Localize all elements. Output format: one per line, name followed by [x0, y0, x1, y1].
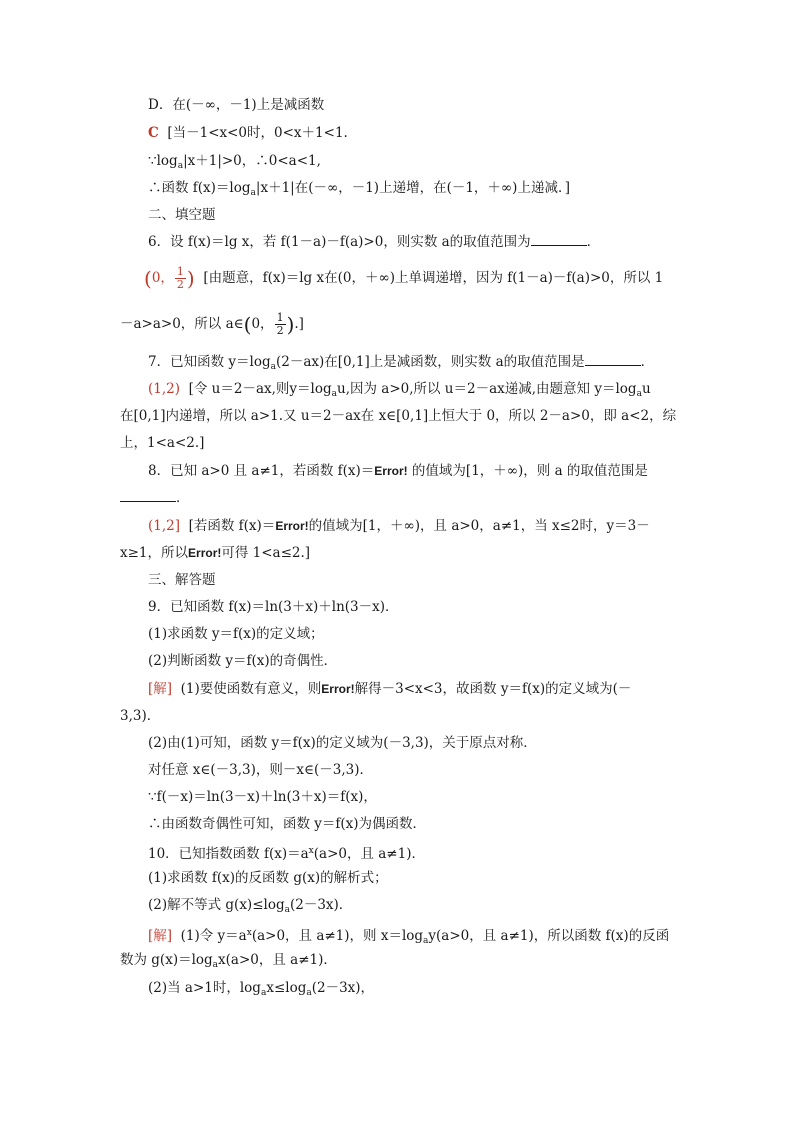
answer-blank	[531, 231, 587, 246]
q9-solution-line5: ∵f(－x)＝ln(3－x)＋ln(3＋x)＝f(x)，	[148, 789, 377, 805]
q9-solution-line3: (2)由(1)可知，函数 y＝f(x)的定义域为(－3,3)，关于原点对称．	[148, 735, 537, 751]
solution-tag: [解]	[148, 681, 173, 697]
q7-answer: (1,2)	[148, 381, 181, 397]
q9-stem: 9．已知函数 f(x)＝ln(3＋x)＋ln(3－x)．	[148, 599, 399, 615]
q9-solution-line4: 对任意 x∈(－3,3)，则－x∈(－3,3)．	[148, 762, 374, 778]
section-heading-fill-blank: 二、填空题	[148, 207, 216, 223]
q10-solution-line1: [解] (1)令 $y=a^x(a>0$，且 a≠1)，则 $x=\log_ay(a>0$，且 a≠1)，所以函数 f(x)的反函	[148, 928, 670, 946]
solution-tag: [解]	[148, 928, 173, 944]
q8-stem: 8．已知 a>0 且 a≠1，若函数 f(x)＝Error! 的值域为[1，＋∞)，则 a 的取值范围是	[148, 463, 648, 479]
q9-solution-line1: [解] (1)要使函数有意义，则Error!解得－3<x<3，故函数 y＝f(x)的定义域为(－	[148, 681, 632, 697]
q5-solution-line1: C [当－1<x<0时，0<x＋1<1.	[148, 125, 348, 141]
q8-stem-line2: ．	[120, 487, 190, 509]
q7-stem: 7．已知函数 $y=\log_a(2-ax)$在[0,1]上是减函数，则实数 a的取值范围是 ．	[148, 351, 654, 378]
q7-solution-line1: (1,2) [令 u＝2－ax,则$y=\log_au$,因为 a>0,所以 u＝2－ax递减,由题意知 $y=\log_au$	[148, 381, 651, 399]
q9-part2: (2)判断函数 y＝f(x)的奇偶性．	[148, 653, 338, 669]
answer-letter: C	[148, 125, 159, 141]
q6-solution-line1: (0， $\frac{1}{2}$ ) [由题意，f(x)＝lg x在(0，＋∞)上单调递增，因为 f(1－a)－f(a)>0，所以 1	[144, 265, 664, 291]
q7-solution-line3: 上，1<a<2.]	[120, 435, 205, 451]
q9-part1: (1)求函数 y＝f(x)的定义域；	[148, 626, 324, 642]
section-heading-solve: 三、解答题	[148, 572, 216, 588]
q6-stem: 6．设 f(x)＝lg x，若 f(1－a)－f(a)>0，则实数 a的取值范围为 ．	[148, 231, 600, 253]
q10-solution-line2: 数为 $g(x)=\log_ax(a>0$，且 a≠1)．	[120, 952, 337, 970]
q5-solution-line3: ∴函数 $f(x)=\log_a|x+1|$在(－∞，－1)上递增，在(－1，＋∞)上递减．]	[148, 180, 570, 198]
q9-solution-line2: 3,3)．	[120, 708, 161, 724]
q5-solution-line2: $\because\log_a|x+1|>0$，∴0<a<1,	[148, 153, 321, 171]
q8-answer: (1,2]	[148, 518, 181, 534]
q10-stem: 10．已知指数函数 $f(x)=a^x(a>0$，且 a≠1)．	[148, 846, 425, 862]
q9-solution-line6: ∴由函数奇偶性可知，函数 y＝f(x)为偶函数．	[148, 816, 427, 832]
q6-answer: (0， $\frac{1}{2}$ )	[144, 265, 195, 291]
answer-blank	[585, 351, 641, 366]
answer-blank	[120, 487, 176, 502]
q5-option-d: D．在(－∞，－1)上是减函数	[148, 97, 325, 113]
q10-part2: (2)解不等式 $g(x)\le\log_a(2-3x)$．	[148, 897, 353, 915]
q10-part1: (1)求函数 f(x)的反函数 g(x)的解析式；	[148, 870, 388, 886]
q10-solution-line3: (2)当 a>1时，$\log_ax\le\log_a(2-3x)$，	[148, 980, 375, 998]
q8-solution-line1: (1,2] [若函数 f(x)＝Error!的值域为[1，＋∞)，且 a>0，a≠1，当 x≤2时，y＝3－	[148, 518, 650, 534]
q8-solution-line2: x≥1，所以Error!可得 1<a≤2.]	[120, 545, 311, 561]
q7-solution-line2: 在[0,1]内递增，所以 a>1.又 u＝2－ax在 x∈[0,1]上恒大于 0，所以 2－a>0，即 a<2，综	[120, 408, 677, 424]
q6-solution-line2: －a>a>0，所以 a∈(0， $\frac{1}{2}$ ).]	[120, 311, 304, 337]
